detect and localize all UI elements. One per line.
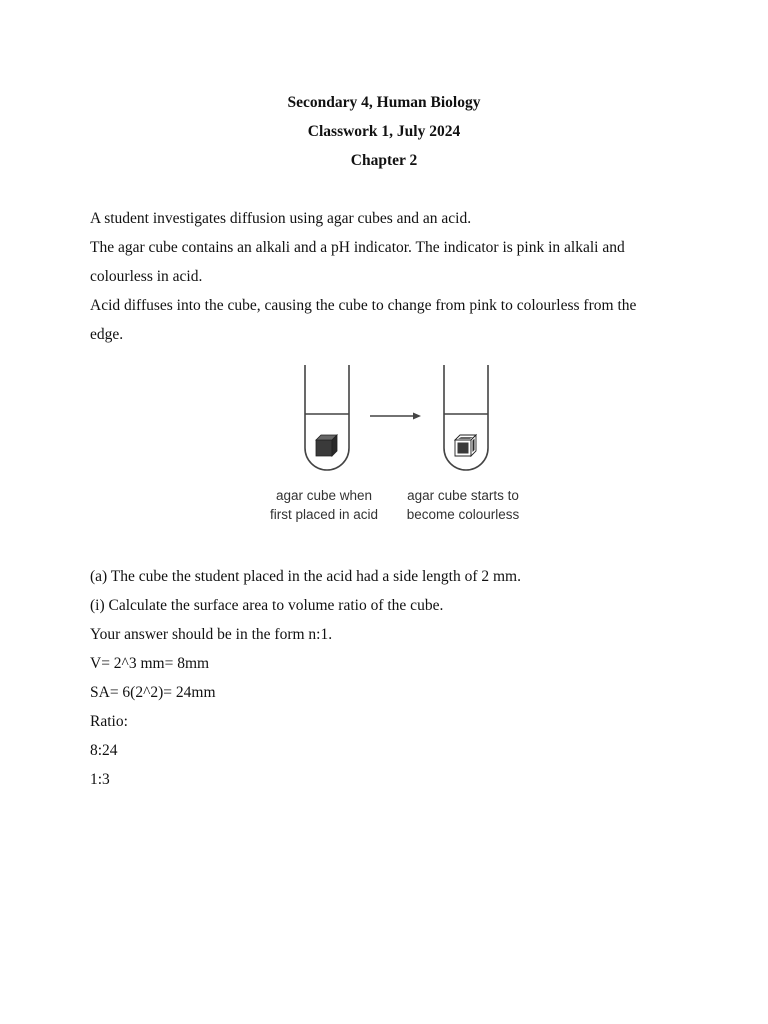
intro-text [90,204,690,349]
intro-line: A student investigates diffusion using agar cubes and an acid. [90,210,472,227]
arrow-icon [370,413,421,420]
surface-area-working: SA= 6(2^2)= 24mm [90,684,216,701]
test-tube-illustration [255,360,545,480]
ratio-label: Ratio: [90,713,128,730]
classwork-title: Classwork 1, July 2024 [307,123,461,140]
intro-line: edge. [90,326,124,343]
right-tube-caption: agar cube starts to become colourless [406,488,520,522]
chapter-title: Chapter 2 [350,152,418,169]
volume-working: V= 2^3 mm= 8mm [90,655,210,672]
question-part-a: (a) The cube the student placed in the acid had a side length of 2 mm. [90,568,521,585]
answer-instruction: Your answer should be in the form n:1. [90,626,333,643]
intro-line: The agar cube contains an alkali and a pH indicator. The indicator is pink in alkali and [90,239,625,256]
left-tube-caption: agar cube when first placed in acid [269,488,379,522]
diffusion-diagram [255,360,545,530]
intro-line: colourless in acid. [90,268,203,285]
partially-colourless-cube-icon [455,435,476,456]
solid-cube-icon [316,435,337,456]
intro-line: Acid diffuses into the cube, causing the cube to change from pink to colourless from the [90,297,637,314]
question-part-i: (i) Calculate the surface area to volume ratio of the cube. [90,597,444,614]
ratio-answer: 1:3 [90,771,110,788]
course-title: Secondary 4, Human Biology [287,94,481,111]
question-and-answer [90,562,690,794]
ratio-working: 8:24 [90,742,118,759]
